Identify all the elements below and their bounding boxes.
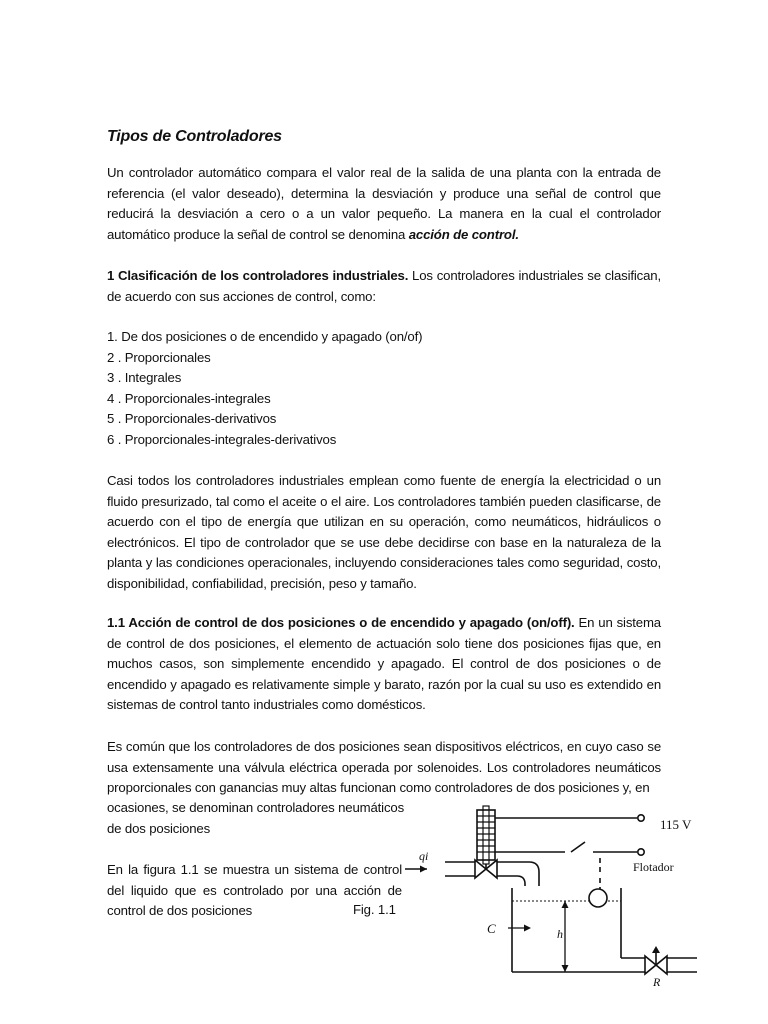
float-label: Flotador bbox=[633, 860, 674, 874]
list-item: 1. De dos posiciones o de encendido y apagado (on/of) bbox=[107, 329, 423, 344]
solenoid-coil bbox=[477, 806, 495, 870]
solenoid-paragraph-tail bbox=[107, 798, 405, 839]
figure-reference-paragraph: En la figura 1.1 se muestra un sistema de control del liquido que es controlado por una acción de control de dos posiciones bbox=[107, 862, 402, 918]
inflow-arrow-icon bbox=[420, 866, 427, 873]
intro-text: Un controlador automático compara el valor real de la salida de una planta con la entrada de referencia (el valor deseado), determina la desviación y produce una señal de control que reducirá la desviación a cero o a un valor pequeño. La manera en la cual el controlador automático produce la señal de control se denomina bbox=[107, 165, 661, 242]
resistance-label: R bbox=[653, 975, 661, 989]
section-1-1-text: En un sistema de control de dos posiciones, el elemento de actuación solo tiene dos posiciones fijas que, en muchos casos, son simplemente encendido y apagado. El control de dos posiciones o de encendido y apagado es relativamente simple y barato, razón por la cual su uso es extendido en sistemas de control tanto industriales como domésticos. bbox=[107, 615, 661, 712]
section-1-text: Los controladores industriales se clasifican, de acuerdo con sus acciones de control, como: bbox=[107, 268, 661, 304]
solenoid-tail-line-2: de dos posiciones bbox=[107, 820, 211, 836]
figure-caption: Fig. 1.1 bbox=[353, 902, 396, 917]
list-item: 6 . Proporcionales-integrales-derivativos bbox=[107, 431, 337, 447]
document-title: Tipos de Controladores bbox=[107, 128, 282, 145]
switch-blade bbox=[571, 842, 585, 852]
terminal-bottom bbox=[638, 849, 644, 855]
list-item: 4 . Proporcionales-integrales bbox=[107, 390, 271, 406]
voltage-label: 115 V bbox=[660, 817, 692, 832]
section-1-paragraph bbox=[107, 266, 661, 307]
intro-paragraph bbox=[107, 163, 661, 245]
liquid-level-control-diagram bbox=[405, 800, 705, 1000]
terminal-top bbox=[638, 815, 644, 821]
section-1-1-paragraph bbox=[107, 613, 661, 716]
float-icon bbox=[589, 889, 607, 907]
solenoid-tail-line-1: ocasiones, se denominan controladores neumáticos bbox=[107, 800, 405, 815]
solenoid-paragraph: Es común que los controladores de dos posiciones sean dispositivos eléctricos, en cuyo caso se usa extensamente una válvula eléctrica operada por solenoides. Los controladores neumáticos proporcionales con ganancias muy altas funcionan como controladores de dos posiciones y, en bbox=[107, 739, 661, 795]
intro-emphasis: acción de control. bbox=[408, 226, 519, 242]
height-label: h bbox=[557, 927, 563, 941]
section-1-1-heading: 1.1 Acción de control de dos posiciones o de encendido y apagado (on/off). bbox=[107, 615, 575, 630]
capacitance-label: C bbox=[487, 921, 496, 936]
energy-paragraph: Casi todos los controladores industriales emplean como fuente de energía la electricidad o un fluido presurizado, tal como el aceite o el aire. Los controladores también pueden clasificarse, de acuerdo con el tipo de energía que utilizan en su operación, como neumáticos, hidráulicos o electrónicos. El tipo de controlador que se use debe decidirse con base en la naturaleza de la planta y las condiciones operacionales, incluyendo consideraciones tales como seguridad, costo, disponibilidad, confiabilidad, precisión, peso y tamaño. bbox=[107, 473, 661, 591]
inflow-label: qi bbox=[419, 849, 429, 863]
capacitance-arrow-icon bbox=[524, 925, 531, 932]
section-1-heading: 1 Clasificación de los controladores industriales. bbox=[107, 268, 409, 283]
inlet-valve-icon bbox=[475, 860, 497, 878]
valve-stem-arrow-icon bbox=[652, 946, 660, 953]
controller-types-list bbox=[107, 327, 422, 450]
list-item: 2 . Proporcionales bbox=[107, 349, 211, 365]
list-item: 3 . Integrales bbox=[107, 370, 182, 385]
list-item: 5 . Proporcionales-derivativos bbox=[107, 411, 277, 426]
